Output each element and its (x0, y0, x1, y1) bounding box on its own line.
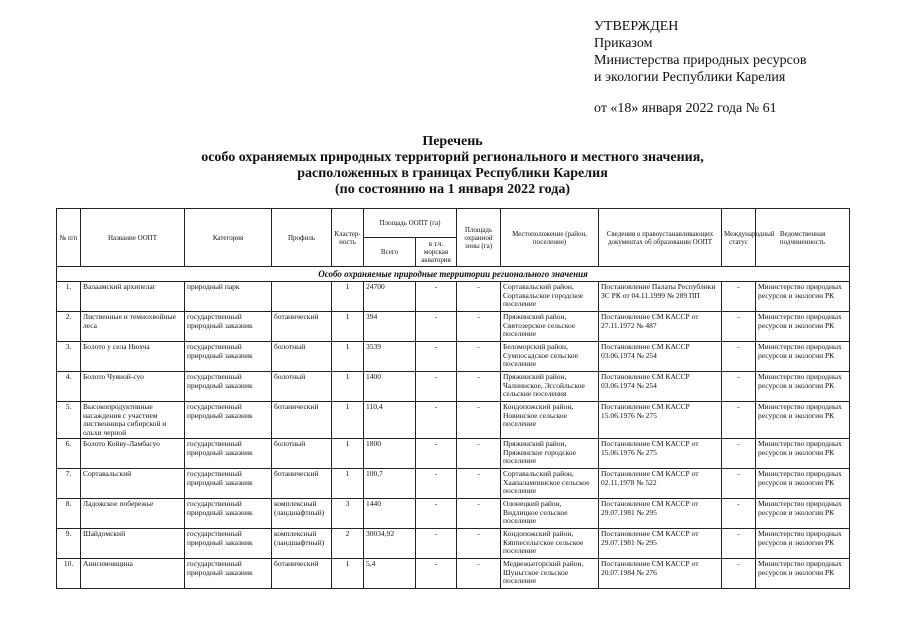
cell-intl-status: - (722, 559, 756, 589)
cell-area-marine: - (416, 282, 457, 312)
cell-document: Постановление СМ КАССР от 29.07.1981 № 295 (599, 499, 722, 529)
cell-intl-status: - (722, 499, 756, 529)
cell-area-marine: - (416, 469, 457, 499)
header-area-total: Всего (364, 238, 416, 267)
header-area: Площадь ООПТ (га) (364, 209, 457, 238)
cell-department: Министерство природных ресурсов и экологии РК (756, 559, 850, 589)
cell-location: Беломорский район, Сумпосадское сельское поселение (501, 342, 599, 372)
cell-buffer: - (457, 312, 501, 342)
cell-area-marine: - (416, 529, 457, 559)
cell-profile: болотный (272, 439, 332, 469)
cell-profile: болотный (272, 342, 332, 372)
cell-cluster: 2 (332, 529, 364, 559)
cell-category: природный парк (185, 282, 272, 312)
cell-area-total: 30034,92 (364, 529, 416, 559)
cell-location: Кондопожский район, Новинское сельское поселение (501, 402, 599, 439)
header-category: Категория (185, 209, 272, 267)
approval-order: Приказом (594, 36, 653, 51)
cell-buffer: - (457, 372, 501, 402)
cell-category: государственный природный заказник (185, 439, 272, 469)
cell-document: Постановление СМ КАССР от 15.06.1976 № 275 (599, 439, 722, 469)
header-cluster: Кластер-ность (332, 209, 364, 267)
cell-document: Постановление СМ КАССР от 27.11.1972 № 487 (599, 312, 722, 342)
cell-num: 4. (57, 372, 81, 402)
cell-department: Министерство природных ресурсов и экологии РК (756, 282, 850, 312)
table-row (57, 372, 850, 402)
cell-department: Министерство природных ресурсов и экологии РК (756, 469, 850, 499)
cell-area-marine: - (416, 559, 457, 589)
cell-buffer: - (457, 529, 501, 559)
cell-buffer: - (457, 499, 501, 529)
cell-intl-status: - (722, 529, 756, 559)
title-line-2: особо охраняемых природных территорий регионального и местного значения, (201, 150, 704, 165)
cell-category: государственный природный заказник (185, 312, 272, 342)
cell-location: Медвежьегорский район, Шуньгское сельское поселение (501, 559, 599, 589)
cell-name: Болото у села Нюхча (81, 342, 185, 372)
cell-profile: ботанический (272, 469, 332, 499)
cell-num: 7. (57, 469, 81, 499)
cell-document: Постановление СМ КАССР от 20.07.1984 № 276 (599, 559, 722, 589)
cell-intl-status: - (722, 372, 756, 402)
table-row (57, 439, 850, 469)
cell-department: Министерство природных ресурсов и экологии РК (756, 342, 850, 372)
table-row (57, 342, 850, 372)
table-row (57, 529, 850, 559)
cell-intl-status: - (722, 439, 756, 469)
cell-name: Высокопродуктивные насаждения с участием лиственницы сибирской и ольхи черной (81, 402, 185, 439)
cell-area-total: 100,7 (364, 469, 416, 499)
cell-document: Постановление СМ КАССР 15.06.1976 № 275 (599, 402, 722, 439)
cell-category: государственный природный заказник (185, 529, 272, 559)
cell-category: государственный природный заказник (185, 342, 272, 372)
approval-ministry: Министерства природных ресурсов (594, 53, 807, 68)
cell-area-total: 1400 (364, 372, 416, 402)
cell-area-total: 394 (364, 312, 416, 342)
cell-intl-status: - (722, 342, 756, 372)
cell-profile: ботанический (272, 312, 332, 342)
cell-area-marine: - (416, 439, 457, 469)
cell-document: Постановление СМ КАССР от 02.11.1978 № 522 (599, 469, 722, 499)
cell-area-marine: - (416, 312, 457, 342)
header-location: Местоположение (район, поселение) (501, 209, 599, 267)
cell-area-total: 5,4 (364, 559, 416, 589)
cell-location: Пряжинский район, Пряжинское городское поселение (501, 439, 599, 469)
cell-cluster: 1 (332, 312, 364, 342)
cell-location: Кондопожский район, Кяппесельгское сельское поселение (501, 529, 599, 559)
approval-heading: УТВЕРЖДЕН (594, 19, 679, 34)
cell-category: государственный природный заказник (185, 559, 272, 589)
cell-num: 6. (57, 439, 81, 469)
table-row (57, 282, 850, 312)
table-row (57, 312, 850, 342)
table-row (57, 402, 850, 439)
cell-location: Сортавальский район, Сортавальское городское поселение (501, 282, 599, 312)
cell-cluster: 1 (332, 469, 364, 499)
cell-category: государственный природный заказник (185, 372, 272, 402)
cell-location: Пряжинский район, Святозерское сельское поселение (501, 312, 599, 342)
header-num: № п/п (57, 209, 81, 267)
cell-department: Министерство природных ресурсов и экологии РК (756, 312, 850, 342)
approval-stamp (594, 18, 806, 117)
title-line-1: Перечень (422, 134, 483, 149)
header-docs: Сведения о правоустанавливающих документах об образовании ООПТ (599, 209, 722, 267)
cell-area-total: 1440 (364, 499, 416, 529)
cell-num: 3. (57, 342, 81, 372)
cell-profile: ботанический (272, 402, 332, 439)
approval-ministry-cont: и экологии Республики Карелия (594, 70, 786, 85)
header-profile: Профиль (272, 209, 332, 267)
cell-location: Олонецкий район, Видлицкое сельское поселение (501, 499, 599, 529)
cell-category: государственный природный заказник (185, 499, 272, 529)
cell-buffer: - (457, 559, 501, 589)
cell-name: Лиственные и темнохвойные леса (81, 312, 185, 342)
cell-num: 5. (57, 402, 81, 439)
header-area-marine: в т.ч. морская акватория (416, 238, 457, 267)
cell-buffer: - (457, 402, 501, 439)
cell-area-total: 24700 (364, 282, 416, 312)
title-line-4: (по состоянию на 1 января 2022 года) (335, 182, 570, 197)
document-title (0, 134, 905, 198)
cell-location: Пряжинский район, Чалнинское, Эссойльское сельские поселения (501, 372, 599, 402)
approval-date: от «18» января 2022 года № 61 (594, 101, 777, 116)
cell-cluster: 1 (332, 402, 364, 439)
cell-name: Болото Чуяной-суо (81, 372, 185, 402)
cell-document: Постановление Палаты Республики ЗС РК от 04.11.1999 № 289 ПП (599, 282, 722, 312)
cell-num: 8. (57, 499, 81, 529)
cell-name: Болото Койву-Ламбасуо (81, 439, 185, 469)
table-row (57, 469, 850, 499)
cell-location: Сортавальский район, Хаапалампинское сельское поселение (501, 469, 599, 499)
cell-area-marine: - (416, 342, 457, 372)
header-buffer: Площадь охранной зоны (га) (457, 209, 501, 267)
cell-num: 2. (57, 312, 81, 342)
cell-department: Министерство природных ресурсов и экологии РК (756, 439, 850, 469)
cell-category: государственный природный заказник (185, 469, 272, 499)
cell-profile: ботанический (272, 559, 332, 589)
cell-cluster: 1 (332, 282, 364, 312)
cell-area-marine: - (416, 499, 457, 529)
cell-intl-status: - (722, 312, 756, 342)
cell-department: Министерство природных ресурсов и экологии РК (756, 402, 850, 439)
cell-buffer: - (457, 282, 501, 312)
table-row (57, 499, 850, 529)
cell-area-total: 1800 (364, 439, 416, 469)
cell-department: Министерство природных ресурсов и экологии РК (756, 372, 850, 402)
cell-num: 10. (57, 559, 81, 589)
cell-buffer: - (457, 439, 501, 469)
cell-num: 1. (57, 282, 81, 312)
header-name: Название ООПТ (81, 209, 185, 267)
cell-cluster: 1 (332, 342, 364, 372)
cell-department: Министерство природных ресурсов и экологии РК (756, 499, 850, 529)
table-row (57, 559, 850, 589)
cell-department: Министерство природных ресурсов и экологии РК (756, 529, 850, 559)
cell-area-marine: - (416, 402, 457, 439)
cell-cluster: 1 (332, 439, 364, 469)
header-dept: Ведомственная подчиненность (756, 209, 850, 267)
cell-name: Валаамский архипелаг (81, 282, 185, 312)
cell-name: Сортавальский (81, 469, 185, 499)
title-line-3: расположенных в границах Республики Карелия (297, 166, 608, 181)
table-body (57, 282, 850, 589)
cell-area-total: 110,4 (364, 402, 416, 439)
cell-profile (272, 282, 332, 312)
cell-buffer: - (457, 342, 501, 372)
cell-profile: комплексный (ландшафтный) (272, 529, 332, 559)
cell-num: 9. (57, 529, 81, 559)
cell-document: Постановление СМ КАССР 03.06.1974 № 254 (599, 372, 722, 402)
cell-category: государственный природный заказник (185, 402, 272, 439)
cell-intl-status: - (722, 282, 756, 312)
cell-name: Анисимовщина (81, 559, 185, 589)
cell-profile: болотный (272, 372, 332, 402)
cell-cluster: 3 (332, 499, 364, 529)
header-intl: Международный статус (722, 209, 756, 267)
section-title: Особо охраняемые природные территории регионального значения (57, 267, 850, 282)
cell-area-marine: - (416, 372, 457, 402)
cell-name: Ладожское побережье (81, 499, 185, 529)
cell-intl-status: - (722, 469, 756, 499)
cell-cluster: 1 (332, 559, 364, 589)
cell-cluster: 1 (332, 372, 364, 402)
cell-intl-status: - (722, 402, 756, 439)
cell-name: Шайдомский (81, 529, 185, 559)
cell-buffer: - (457, 469, 501, 499)
cell-area-total: 3539 (364, 342, 416, 372)
cell-document: Постановление СМ КАССР 03.06.1974 № 254 (599, 342, 722, 372)
cell-profile: комплексный (ландшафтный) (272, 499, 332, 529)
cell-document: Постановление СМ КАССР от 29.07.1981 № 295 (599, 529, 722, 559)
oopt-table (56, 208, 850, 589)
